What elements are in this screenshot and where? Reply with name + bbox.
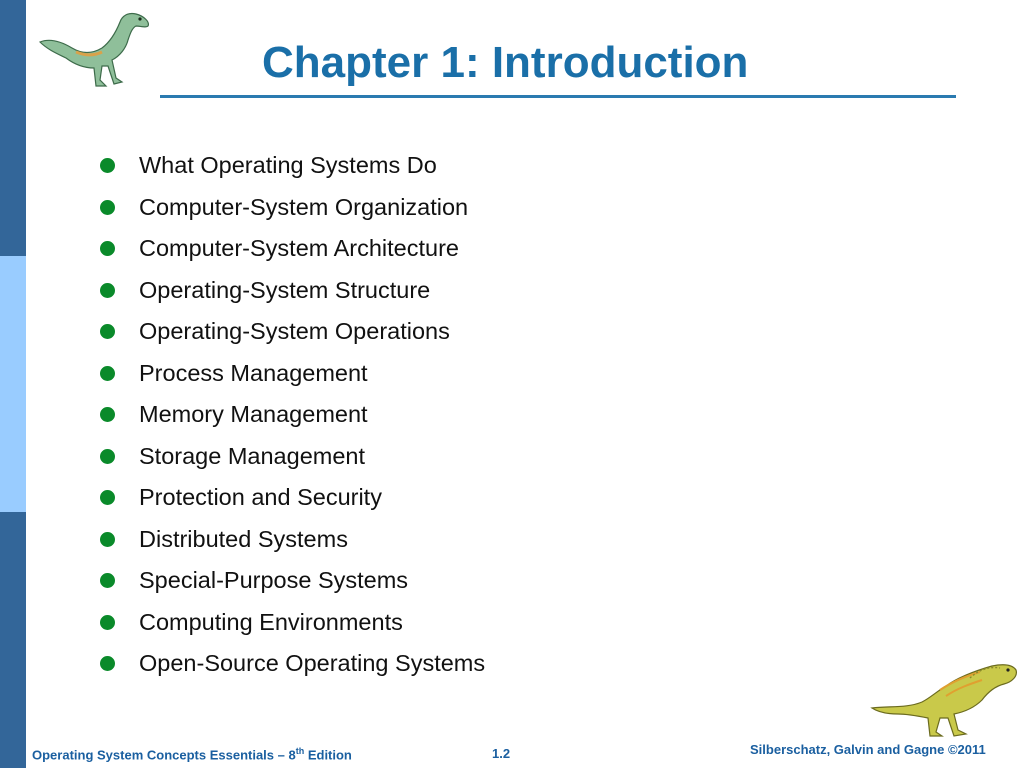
bullet-icon bbox=[100, 490, 115, 505]
list-item bbox=[100, 643, 485, 685]
bullet-text: Operating-System Structure bbox=[139, 276, 431, 303]
bullet-list bbox=[100, 145, 485, 685]
bullet-icon bbox=[100, 449, 115, 464]
list-item bbox=[100, 602, 485, 644]
bullet-text: Computing Environments bbox=[139, 608, 403, 635]
footer-book-suffix: Edition bbox=[304, 747, 352, 763]
list-item bbox=[100, 477, 485, 519]
footer-book-prefix: Operating System Concepts Essentials – 8 bbox=[32, 747, 296, 763]
bullet-text: Computer-System Architecture bbox=[139, 235, 459, 262]
bullet-icon bbox=[100, 532, 115, 547]
list-item bbox=[100, 145, 485, 187]
bullet-icon bbox=[100, 283, 115, 298]
bullet-icon bbox=[100, 324, 115, 339]
footer-book-title bbox=[32, 746, 352, 762]
bullet-icon bbox=[100, 200, 115, 215]
bullet-icon bbox=[100, 241, 115, 256]
title-underline bbox=[160, 95, 956, 98]
list-item bbox=[100, 519, 485, 561]
bullet-text: Protection and Security bbox=[139, 484, 382, 511]
list-item bbox=[100, 436, 485, 478]
bullet-text: Special-Purpose Systems bbox=[139, 567, 409, 594]
list-item bbox=[100, 394, 485, 436]
bullet-text: What Operating Systems Do bbox=[139, 152, 437, 179]
bullet-icon bbox=[100, 573, 115, 588]
slide-title: Chapter 1: Introduction bbox=[262, 38, 749, 87]
bullet-text: Computer-System Organization bbox=[139, 193, 469, 220]
list-item bbox=[100, 353, 485, 395]
list-item bbox=[100, 560, 485, 602]
bullet-text: Operating-System Operations bbox=[139, 318, 450, 345]
bullet-icon bbox=[100, 656, 115, 671]
dinosaur-bottom-icon bbox=[870, 656, 1020, 738]
bullet-icon bbox=[100, 366, 115, 381]
list-item bbox=[100, 187, 485, 229]
bullet-text: Storage Management bbox=[139, 442, 366, 469]
bullet-text: Open-Source Operating Systems bbox=[139, 650, 486, 677]
footer-page-number: 1.2 bbox=[492, 746, 511, 761]
bullet-text: Process Management bbox=[139, 359, 368, 386]
footer-book-sup: th bbox=[295, 746, 305, 756]
list-item bbox=[100, 270, 485, 312]
left-accent-bar bbox=[0, 0, 26, 768]
bullet-icon bbox=[100, 407, 115, 422]
bullet-icon bbox=[100, 615, 115, 630]
dinosaur-top-icon bbox=[36, 8, 154, 94]
bullet-icon bbox=[100, 158, 115, 173]
footer-authors: Silberschatz, Galvin and Gagne ©2011 bbox=[750, 742, 986, 757]
left-accent-bar-light-segment bbox=[0, 256, 26, 512]
bullet-text: Distributed Systems bbox=[139, 525, 348, 552]
bullet-text: Memory Management bbox=[139, 401, 368, 428]
list-item bbox=[100, 228, 485, 270]
list-item bbox=[100, 311, 485, 353]
